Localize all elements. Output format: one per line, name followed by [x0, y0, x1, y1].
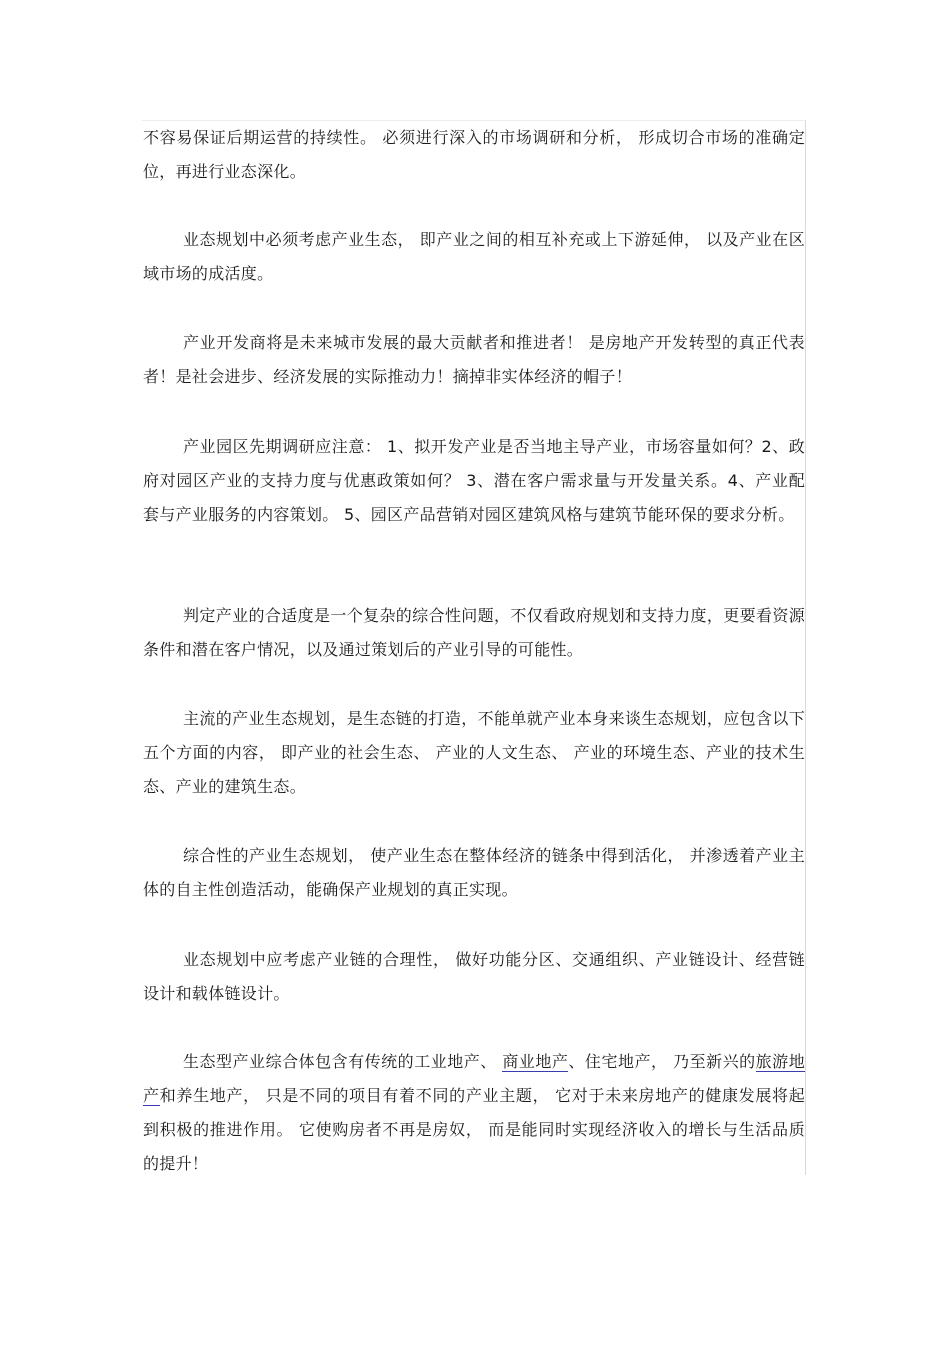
paragraph-9-part-1: 生态型产业综合体包含有传统的工业地产、 [183, 1052, 503, 1071]
paragraph-9-part-2: 、住宅地产， 乃至新兴的 [568, 1052, 756, 1071]
paragraph-8: 业态规划中应考虑产业链的合理性， 做好功能分区、交通组织、产业链设计、经营链设计和载体链设计。 [143, 950, 805, 1003]
paragraph-2: 业态规划中必须考虑产业生态， 即产业之间的相互补充或上下游延伸， 以及产业在区域市场的成活度。 [143, 230, 805, 283]
paragraph-9 [143, 1045, 805, 1181]
paragraph-7: 综合性的产业生态规划， 使产业生态在整体经济的链条中得到活化， 并渗透着产业主体的自主性创造活动，能确保产业规划的真正实现。 [143, 846, 805, 899]
paragraph-4: 产业园区先期调研应注意： 1、拟开发产业是否当地主导产业，市场容量如何？2、政府对园区产业的支持力度与优惠政策如何？ 3、潜在客户需求量与开发量关系。4、产业配套与产业服务的内容策划。 5、园区产品营销对园区建筑风格与建筑节能环保的要求分析。 [143, 437, 805, 524]
paragraph-9-part-3: 和养生地产， 只是不同的项目有着不同的产业主题， 它对于未来房地产的健康发展将起到积极的推进作用。 它使购房者不再是房奴， 而是能同时实现经济收入的增长与生活品质的提升！ [143, 1086, 805, 1173]
link-commercial-real-estate[interactable]: 商业地产 [502, 1052, 569, 1071]
link-tourism-real-estate[interactable]: 旅游地产 [143, 1052, 805, 1105]
paragraph-6: 主流的产业生态规划，是生态链的打造，不能单就产业本身来谈生态规划，应包含以下五个方面的内容， 即产业的社会生态、 产业的人文生态、 产业的环境生态、产业的技术生态、产业的建筑生态。 [143, 709, 805, 796]
paragraph-3: 产业开发商将是未来城市发展的最大贡献者和推进者！ 是房地产开发转型的真正代表者！是社会进步、经济发展的实际推动力！摘掉非实体经济的帽子！ [143, 333, 805, 386]
paragraph-5: 判定产业的合适度是一个复杂的综合性问题，不仅看政府规划和支持力度，更要看资源条件和潜在客户情况，以及通过策划后的产业引导的可能性。 [143, 606, 805, 659]
paragraph-1: 不容易保证后期运营的持续性。 必须进行深入的市场调研和分析， 形成切合市场的准确定位，再进行业态深化。 [143, 128, 805, 181]
